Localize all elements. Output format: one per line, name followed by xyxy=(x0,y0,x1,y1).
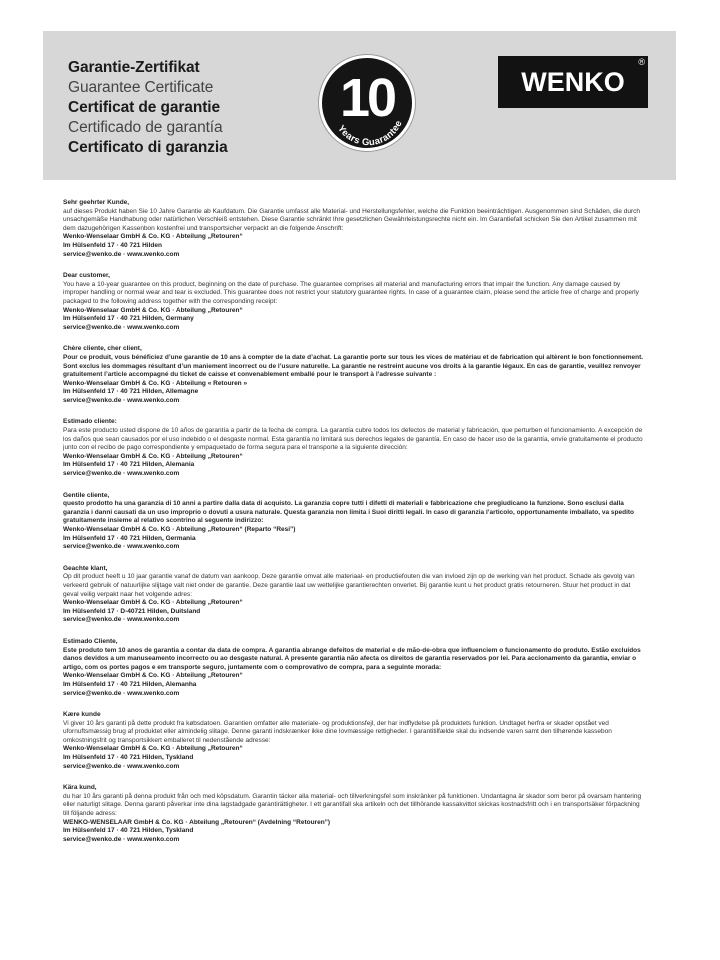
title-it: Certificato di garanzia xyxy=(68,139,228,156)
section-body: Pour ce produit, vous bénéficiez d’une garantie de 10 ans à compter de la date d’achat. La garantie porte sur tous les vices de matériau et de fabrication qui altèrent le bon fonctionnement. Sont exclus les dommages résultant d’un maniement incorrect ou de l’usure naturelle. La garantie ne restreint aucune vos droits à la garantie légaux. En cas de garantie, veuillez renvoyer gratuitement l’article accompagné du ticket de caisse et convenablement emballé pour le transport à l’adresse suivante : xyxy=(63,353,644,379)
section-body: Para este producto usted dispone de 10 años de garantía a partir de la fecha de compra. La garantía cubre todos los defectos de material y fabricación, que perturben el funcionamiento. A excepción de los daños que sean causados por el uso indebido o el desgaste normal. Esta garantía no limitará sus derechos legales de garantía. En caso de hacer uso de la garantía, envíe gratuitamente el producto junto con el recibo de pago correspondiente y empaquetado de forma segura para el transporte a la siguiente dirección: xyxy=(63,427,643,452)
section-contact: service@wenko.de · www.wenko.com xyxy=(63,323,180,331)
section-address-line: Wenko-Wenselaar GmbH & Co. KG · Abteilung „Retouren“ xyxy=(63,745,243,753)
wenko-logo xyxy=(498,56,648,108)
section-greeting: Kære kunde xyxy=(63,711,101,719)
section-contact: service@wenko.de · www.wenko.com xyxy=(63,835,180,843)
guarantee-section xyxy=(63,345,645,405)
section-body: Op dit product heeft u 10 jaar garantie vanaf de datum van aankoop. Deze garantie omvat alle materiaal- en productiefouten die van invloed zijn op de werking van het product. Schade als gevolg van verkeerd gebruik of natuurlijke slijtage valt niet onder de garantie. Deze garantie laat uw wettelijke garantierechten onverlet. Bij garantie kunt u het product gratis retourneren. Stuur het product in dat geval veilig verpakt naar het volgende adres: xyxy=(63,573,635,598)
section-address-line: Im Hülsenfeld 17 · 40 721 Hilden, Tyskland xyxy=(63,827,194,835)
section-address-line: Im Hülsenfeld 17 · 40 721 Hilden xyxy=(63,241,162,249)
section-address-line: Im Hülsenfeld 17 · 40 721 Hilden, Alemania xyxy=(63,461,195,469)
section-greeting: Sehr geehrter Kunde, xyxy=(63,199,130,206)
section-greeting: Estimado Cliente, xyxy=(63,637,118,645)
guarantee-section xyxy=(63,199,645,259)
section-address-line: Wenko-Wenselaar GmbH & Co. KG · Abteilung « Retouren » xyxy=(63,379,248,387)
section-greeting: Gentile cliente, xyxy=(63,491,110,499)
section-contact: service@wenko.de · www.wenko.com xyxy=(63,689,180,697)
guarantee-section xyxy=(63,272,645,332)
title-es: Certificado de garantía xyxy=(68,119,223,136)
section-greeting: Dear customer, xyxy=(63,272,110,280)
badge-caption: Years Guarantee xyxy=(335,118,405,148)
section-contact: service@wenko.de · www.wenko.com xyxy=(63,616,180,624)
title-fr: Certificat de garantie xyxy=(68,99,220,116)
guarantee-section xyxy=(63,418,645,478)
guarantee-section xyxy=(63,565,645,625)
section-address-line: Im Hülsenfeld 17 · D-40721 Hilden, Duitsland xyxy=(63,607,201,615)
section-body: auf dieses Produkt haben Sie 10 Jahre Garantie ab Kaufdatum. Die Garantie umfasst alle Material- und Herstellungsfehler, welche die Funktion beeinträchtigen. Ausgenommen sind Schäden, die durch unsachgemäße Handhabung oder natürlichen Verschleiß entstehen. Diese Garantie schränkt Ihre gesetzlichen Gewährleistungsrechte nicht ein. Im Garantiefall schicken Sie den Artikel zusammen mit dem dazugehörigen Kassenbon kostenfrei und transportsicher verpackt an die folgende Anschrift: xyxy=(63,207,641,232)
section-address-line: WENKO-WENSELAAR GmbH & Co. KG · Abteilung „Retouren“ (Avdelning “Retouren”) xyxy=(63,818,331,826)
section-contact: service@wenko.de · www.wenko.com xyxy=(63,470,180,478)
section-greeting: Chère cliente, cher client, xyxy=(63,345,142,353)
certificate-header xyxy=(43,31,676,180)
certificate-titles xyxy=(68,58,228,158)
section-address-line: Wenko-Wenselaar GmbH & Co. KG · Abteilung „Retouren“ xyxy=(63,452,243,460)
registered-mark: ® xyxy=(638,57,645,67)
guarantee-section xyxy=(63,492,645,552)
guarantee-section xyxy=(63,711,645,771)
badge-number: 10 xyxy=(339,68,395,128)
section-contact: service@wenko.de · www.wenko.com xyxy=(63,396,180,404)
section-address-line: Wenko-Wenselaar GmbH & Co. KG · Abteilung „Retouren“ xyxy=(63,233,243,241)
section-address-line: Im Hülsenfeld 17 · 40 721 Hilden, Tyskland xyxy=(63,754,194,762)
badge-graphic xyxy=(322,58,412,148)
section-contact: service@wenko.de · www.wenko.com xyxy=(63,250,180,258)
section-address-line: Im Hülsenfeld 17 · 40 721 Hilden, Alemanha xyxy=(63,680,197,688)
section-address-line: Wenko-Wenselaar GmbH & Co. KG · Abteilung „Retouren“ xyxy=(63,599,243,607)
section-contact: service@wenko.de · www.wenko.com xyxy=(63,762,180,770)
section-body: Este produto tem 10 anos de garantia a contar da data de compra. A garantia abrange defeitos de material e de mão-de-obra que influenciem o funcionamento do produto. Estão excluídos danos devidos a um manuseamento incorrecto ou ao desgaste natural. A presente garantia não afecta os direitos de garantia reservados por lei. Para accionamento da garantia, enviar o artigo, com os portes pagos e em transporte seguro, juntamente com o comprovativo de compra, para a seguinte morada: xyxy=(63,646,641,671)
section-address-line: Im Hülsenfeld 17 · 40 721 Hilden, Allemagne xyxy=(63,388,199,396)
guarantee-section xyxy=(63,784,645,844)
guarantee-text-body xyxy=(63,199,645,857)
section-body: questo prodotto ha una garanzia di 10 anni a partire dalla data di acquisto. La garanzia copre tutti i difetti di materiali e fabbricazione che pregiudicano la funzione. Sono esclusi dalla garanzia i danni causati da un uso improprio o dovuti a usura naturale. Questa garanzia non limita i Suoi diritti legali. In caso di garanzia l’articolo, opportunamente imballato, va spedito gratuitamente insieme al relativo scontrino al seguente indirizzo: xyxy=(63,500,635,525)
section-body: du har 10 års garanti på denna produkt från och med köpsdatum. Garantin täcker alla material- och tillverkningsfel som inskränker på funktionen. Undantagna är skador som beror på ovarsam hantering eller naturligt slitage. Denna garanti påverkar inte dina lagstadgade garantirättigheter. I ett garantifall ska artikeln och det tillhörande kassakvittot skickas kostnadsfritt och i en transportsäker förpackning till följande adress: xyxy=(63,792,642,818)
section-body: You have a 10-year guarantee on this product, beginning on the date of purchase. The guarantee comprises all material and manufacturing errors that impair the function. Any damage caused by improper handling or normal wear and tear is excluded. This guarantee does not restrict your statutory guarantee rights. In case of a guarantee claim, please send the article free of charge and properly packaged to the following address together with the corresponding receipt: xyxy=(63,280,639,305)
guarantee-section xyxy=(63,638,645,698)
section-address-line: Wenko-Wenselaar GmbH & Co. KG · Abteilung „Retouren“ xyxy=(63,672,243,680)
title-en: Guarantee Certificate xyxy=(68,79,214,96)
section-greeting: Kära kund, xyxy=(63,784,97,792)
section-address-line: Im Hülsenfeld 17 · 40 721 Hilden, Germania xyxy=(63,534,196,542)
section-body: Vi giver 10 års garanti på dette produkt fra købsdatoen. Garantien omfatter alle materiale- og produktionsfejl, der har indflydelse på produktets funktion. Undtaget herfra er skader opstået ved ufornuftsmæssig brug af produktet eller almindelig slitage. Denne garanti indskrænker ikke dine lovmæssige rettigheder. I garantitilfælde skal du indsende varen samt den tilhørende kassebon omkostningsfrit og transportsikkert emballeret til nedenstående adresse: xyxy=(63,719,612,744)
section-contact: service@wenko.de · www.wenko.com xyxy=(63,543,180,551)
section-address-line: Wenko-Wenselaar GmbH & Co. KG · Abteilung „Retouren“ (Reparto “Resi”) xyxy=(63,526,296,533)
section-address-line: Wenko-Wenselaar GmbH & Co. KG · Abteilung „Retouren“ xyxy=(63,306,243,314)
section-greeting: Geachte klant, xyxy=(63,564,108,572)
section-address-line: Im Hülsenfeld 17 · 40 721 Hilden, Germany xyxy=(63,315,194,323)
section-greeting: Estimado cliente: xyxy=(63,418,117,426)
title-de: Garantie-Zertifikat xyxy=(68,59,200,76)
ten-years-guarantee-badge xyxy=(319,55,415,151)
logo-text: WENKO xyxy=(521,67,625,97)
